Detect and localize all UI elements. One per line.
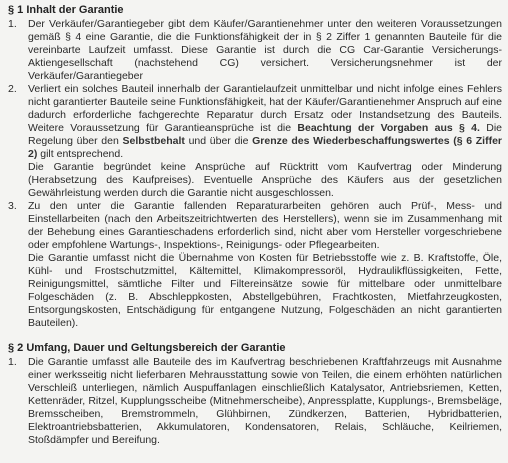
bold-phrase: Selbstbehalt <box>122 135 185 147</box>
bold-phrase: Grenze des Wiederbeschaffungswertes (§ 6 Ziffer 2) <box>28 135 502 160</box>
item-text: Der Verkäufer/Garantiegeber gibt dem Käufer/Garantienehmer unter den weiteren Voraussetzungen gemäß § 4 eine Garantie, die die Funktionsfähigkeit der in § 2 Ziffer 1 genannten Bauteile für die vereinbarte Laufzeit umfasst. Diese Garantie ist durch die CG Car-Garantie Versicherungs-Aktiengesellschaft (nachstehend CG) versichert. Versicherungsnehmer ist der Verkäufer/Garantiegeber <box>28 18 502 82</box>
section-1-item-3 <box>8 200 502 252</box>
item-text: Zu den unter die Garantie fallenden Reparaturarbeiten gehören auch Prüf-, Mess- und Einstellarbeiten (nach den Arbeitszeitrichtwerten des Herstellers), wenn sie im Zusammenhang mit der Behebung eines Garantieschadens erforderlich sind, nicht aber vom Hersteller vorgeschriebene oder empfohlene Wartungs-, Inspektions-, Reinigungs- oder Pflegearbeiten. <box>28 200 502 251</box>
item-3-continuation: Die Garantie umfasst nicht die Übernahme von Kosten für Betriebsstoffe wie z. B. Kraftstoffe, Öle, Kühl- und Frostschutzmittel, Kältemittel, Klimakompressoröl, Hydraulikflüssigkeiten, Fette, Reinigungsmittel, sämtliche Filter und Filtereinsätze sowie für mittelbare oder unmittelbare Folgeschäden (z. B. Abschleppkosten, Abstellgebühren, Frachtkosten, Mietfahrzeugkosten, Entsorgungskosten, Entschädigung für entgangene Nutzung, Folgeschäden an nicht garantierten Bauteilen). <box>28 252 502 329</box>
section-1-item-2 <box>8 83 502 161</box>
item-number: 1. <box>8 356 17 368</box>
item-2-continuation: Die Garantie begründet keine Ansprüche auf Rücktritt vom Kaufvertrag oder Minderung (Herabsetzung des Kaufpreises). Eventuelle Ansprüche des Käufers aus der gesetzlichen Gewährleistung werden durch die Garantie nicht ausgeschlossen. <box>28 161 502 199</box>
item-number: 2. <box>8 83 17 95</box>
section-1-item-1 <box>8 18 502 83</box>
item-number: 3. <box>8 200 17 212</box>
section-2-item-1 <box>8 356 502 447</box>
item-number: 1. <box>8 18 17 30</box>
item-text: Verliert ein solches Bauteil innerhalb der Garantielaufzeit unmittelbar und nicht infolge eines Fehlers nicht garantierter Bauteile seine Funktionsfähigkeit, hat der Käufer/Garantienehmer Anspruch auf eine dadurch erforderliche fachgerechte Reparatur durch Ersatz oder Instandsetzung des Bauteils. Weitere Voraussetzung für Garantieansprüche ist die Beachtung der Vorgaben aus § 4. Die Regelung über den Selbstbehalt und über die Grenze des Wiederbeschaffungswertes (§ 6 Ziffer 2) gilt entsprechend. <box>28 83 502 160</box>
bold-phrase: Beachtung der Vorgaben aus § 4. <box>297 122 480 134</box>
section-1-heading: § 1 Inhalt der Garantie <box>8 4 124 16</box>
item-text: Die Garantie umfasst alle Bauteile des im Kaufvertrag beschriebenen Kraftfahrzeugs mit Ausnahme einer werksseitig nicht lieferbaren Mehrausstattung sowie von Teilen, die einem erhöhten natürlichen Verschleiß unterliegen, nämlich Auspuffanlagen einschließlich Katalysator, Antriebsriemen, Ketten, Kettenräder, Ritzel, Kupplungsscheibe (Mitnehmerscheibe), Anpressplatte, Kupplungs-, Bremsbeläge, Bremsscheiben, Bremstrommeln, Glühbirnen, Zündkerzen, Batterien, Hybridbatterien, Elektroantriebsbatterien, Akkumulatoren, Kondensatoren, Relais, Schläuche, Keilriemen, Stoßdämpfer und Bereifung. <box>28 356 502 446</box>
section-2-heading: § 2 Umfang, Dauer und Geltungsbereich der Garantie <box>8 342 286 354</box>
